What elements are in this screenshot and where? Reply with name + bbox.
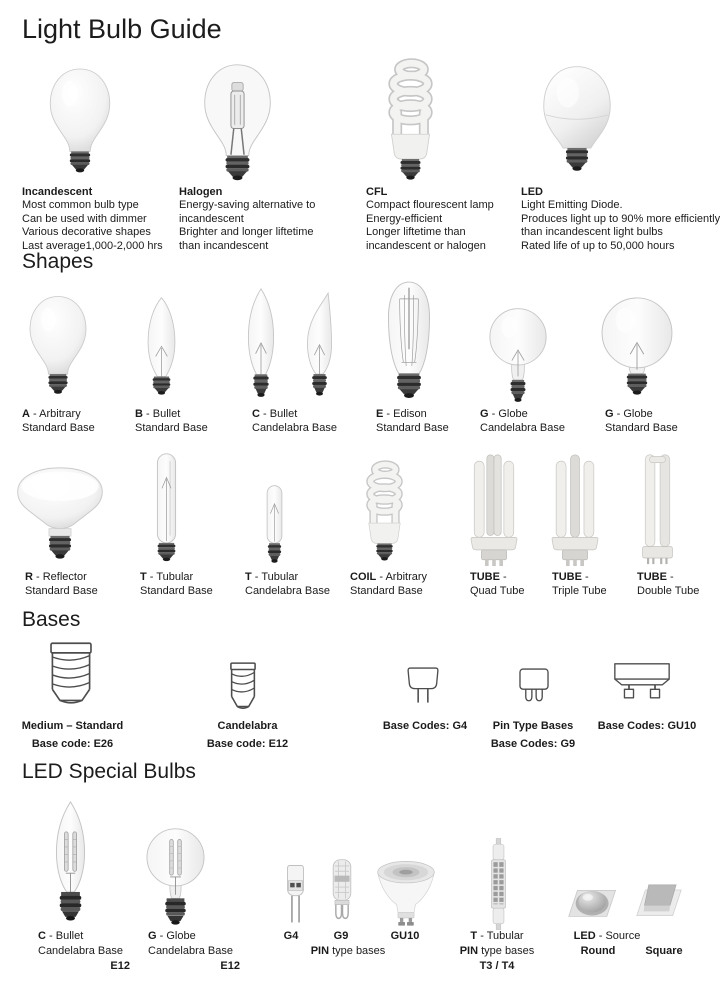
led-round-source-image [567,878,619,920]
shape-label-tube-quad [470,570,524,598]
shape-base: Double Tube [637,585,700,597]
base-name: Medium – Standard [21,720,124,732]
led-candle-bulb-image [47,800,94,922]
type-desc-line: Various decorative shapes [22,226,151,238]
type-col-led [521,185,720,253]
shapes-section-title: Shapes [22,250,94,273]
type-desc-line: Longer liftetime than [366,226,466,238]
shape-kind: - Globe [491,408,528,420]
shape-kind: - Globe [616,408,653,420]
tube-double-image [640,452,675,566]
shape-kind: - [670,571,674,583]
e-edison-bulb-image [381,280,437,398]
shape-label-t-candelabra [245,570,330,598]
gu10-spotlight-image [375,856,437,926]
type-desc-line: Can be used with dimmer [22,212,147,225]
type-desc-line: incandescent [179,212,244,225]
base-code: Base Codes: G4 [382,720,468,732]
led-label-round: Round [580,945,616,957]
shape-kind: - Globe [159,930,196,942]
shape-kind: - Edison [386,408,427,420]
base-code: Base code: E12 [206,738,289,750]
led-label-t-tubular [447,929,547,974]
type-col-incandescent [22,185,163,253]
base-code: Base code: E26 [31,738,114,750]
shape-base: Quad Tube [470,585,525,597]
cfl-bulb-image [377,58,444,180]
type-col-cfl [366,185,494,253]
shape-base: Candelabra Base [38,945,124,957]
shape-code: R [25,571,33,583]
shape-label-e [376,407,449,435]
g9-base-diagram [512,666,556,705]
shape-base: Standard Base [376,422,449,434]
shape-label-t-standard [140,570,213,598]
shape-kind: - Bullet [49,930,84,942]
type-desc-line: Energy-efficient [366,212,443,225]
shape-code: TUBE [637,571,667,583]
shape-base: Standard Base [350,585,423,597]
shape-base: Candelabra Base [148,945,234,957]
led-label-c-bullet [38,929,130,974]
gu10-base-diagram [610,661,674,704]
shape-code: B [135,408,143,420]
shape-code: G [605,408,614,420]
t-tubular-standard-bulb-image [151,452,182,562]
page-title: Light Bulb Guide [22,14,222,44]
shape-base: Candelabra Base [252,422,338,434]
shape-label-g-standard [605,407,678,435]
tube-quad-image [468,453,520,567]
g4-capsule-image [283,862,308,926]
shape-label-tube-triple [552,570,607,598]
shape-code: T [470,930,478,942]
led-globe-bulb-image [146,827,205,926]
tube-triple-image [549,453,601,567]
shape-label-g-candelabra [480,407,565,435]
shape-kind: - Arbitrary [33,408,81,420]
halogen-bulb-image [200,62,275,181]
shape-label-c [252,407,337,435]
shape-base: Standard Base [605,422,678,434]
t-tubular-candelabra-bulb-image [263,484,286,563]
b-bullet-bulb-image [143,296,180,395]
shape-kind: - Bullet [263,408,298,420]
base-label-gu10 [583,717,711,735]
base-code: E12 [110,960,130,972]
led-label-pin-note [288,944,408,959]
pin-bold: PIN [310,945,330,957]
base-label-e26 [10,717,135,753]
c-bullet-torpedo-bulb-image [243,287,279,397]
shape-code: COIL [350,571,377,583]
type-desc-line: Brighter and longer liftetime [179,226,314,238]
shape-code: C [38,930,46,942]
shape-kind: - Tubular [254,571,299,583]
led-label-g-globe [148,929,240,974]
led-label-g4: G4 [283,930,299,942]
type-name: CFL [366,186,388,198]
shape-code: G [480,408,489,420]
e12-base-diagram [223,661,263,715]
type-desc-line: than incandescent [179,239,269,252]
coil-bulb-image [357,460,412,561]
incandescent-bulb-image [46,64,114,176]
g-globe-standard-bulb-image [598,296,676,395]
type-desc-line: Most common bulb type [22,199,139,211]
type-desc-line: Last average1,000-2,000 hrs [22,239,163,252]
shape-label-tube-double [637,570,699,598]
shape-code: E [376,408,384,420]
type-desc-line: Energy-saving alternative to [179,199,316,211]
base-code: E12 [220,960,240,972]
shape-label-a [22,407,95,435]
base-label-g9 [471,717,595,753]
led-label-g9: G9 [333,930,349,942]
g4-base-diagram [401,665,445,705]
type-desc-line: Light Emitting Diode. [521,199,623,211]
shape-base: Triple Tube [552,585,607,597]
shape-base: Candelabra Base [480,422,566,434]
shape-kind: - Arbitrary [379,571,428,583]
pin-rest: type bases [481,945,535,957]
base-code: Base Codes: GU10 [597,720,697,732]
bases-section-title: Bases [22,608,81,631]
shape-kind: - Bullet [146,408,181,420]
type-desc-line: Compact flourescent lamp [366,199,494,211]
type-name: Incandescent [22,186,93,198]
base-name: Pin Type Bases [492,720,574,732]
t3-t4-tubular-led-image [486,838,511,930]
shape-base: Standard Base [135,422,208,434]
type-desc-line: than incandescent light bulbs [521,226,663,238]
base-label-e12 [185,717,310,753]
shape-label-coil [350,570,427,598]
shape-base: Standard Base [22,422,95,434]
shape-code: T [140,571,147,583]
shape-kind: - Reflector [36,571,87,583]
type-name: Halogen [179,186,223,198]
shape-code: LED [573,930,596,942]
shape-code: T [245,571,252,583]
led-label-square: Square [645,945,683,957]
shape-kind: - [503,571,507,583]
type-col-halogen [179,185,315,253]
led-bulb-image [540,63,614,172]
a-arbitrary-bulb-image [26,294,90,395]
base-label-g4 [363,717,487,735]
shape-base: Standard Base [25,585,98,597]
led-special-section-title: LED Special Bulbs [22,760,196,783]
shape-kind: - [585,571,589,583]
size-code: T3 / T4 [479,960,515,972]
c-bullet-flame-bulb-image [304,291,335,396]
e26-base-diagram [40,641,102,713]
pin-bold: PIN [459,945,479,957]
shape-label-r [25,570,98,598]
r-reflector-bulb-image [14,466,106,559]
led-square-source-image [635,878,683,919]
led-label-gu10: GU10 [390,930,420,942]
shape-kind: - Source [598,930,641,942]
type-desc-line: Produces light up to 90% more efficiently [521,212,721,225]
type-desc-line: Rated life of up to 50,000 hours [521,239,675,252]
led-label-led-source [552,929,662,944]
shape-base: Standard Base [140,585,213,597]
base-code: Base Codes: G9 [490,738,576,750]
type-name: LED [521,186,543,198]
type-desc-line: incandescent or halogen [366,239,486,252]
shape-code: TUBE [470,571,500,583]
pin-rest: type bases [332,945,386,957]
shape-code: TUBE [552,571,582,583]
g-globe-candelabra-bulb-image [489,306,547,402]
base-name: Candelabra [217,720,278,732]
shape-code: C [252,408,260,420]
shape-label-b [135,407,208,435]
shape-code: G [148,930,157,942]
shape-kind: - Tubular [480,930,524,942]
g9-capsule-image [327,858,357,925]
shape-base: Candelabra Base [245,585,331,597]
shape-code: A [22,408,30,420]
shape-kind: - Tubular [149,571,194,583]
